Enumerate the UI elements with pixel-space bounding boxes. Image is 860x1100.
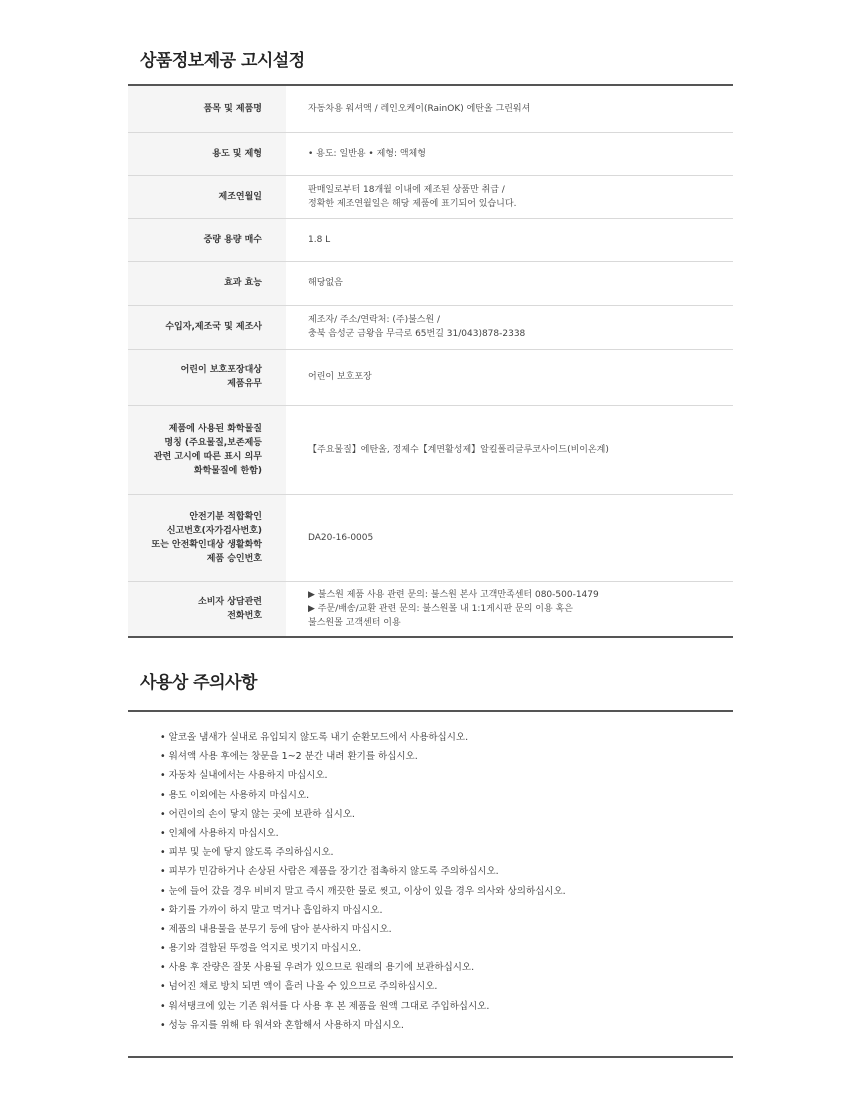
list-item: • 알코올 냄새가 실내로 유입되지 않도록 내기 순환모드에서 사용하십시오. bbox=[160, 728, 566, 747]
row-value: ▶ 불스원 제품 사용 관련 문의: 불스원 본사 고객만족센터 080-500-1479 ▶ 주문/배송/교환 관련 문의: 불스원몰 내 1:1게시판 문의 이용 혹은 불스원몰 고객센터 이용 bbox=[308, 589, 599, 628]
list-item: • 성능 유지를 위해 타 워셔와 혼합해서 사용하지 마십시오. bbox=[160, 1016, 566, 1035]
row-value: • 용도: 일반용 • 제형: 액체형 bbox=[286, 132, 733, 175]
table-row bbox=[128, 132, 733, 175]
table-row bbox=[128, 175, 733, 218]
row-value: 자동차용 워셔액 / 레인오케이(RainOK) 에탄올 그린워셔 bbox=[286, 85, 733, 132]
row-label: 수입자,제조국 및 제조사 bbox=[128, 305, 286, 349]
row-value: DA20-16-0005 bbox=[286, 494, 733, 581]
table-row bbox=[128, 581, 733, 637]
section-divider bbox=[128, 1056, 733, 1058]
list-item: • 눈에 들어 갔을 경우 비비지 말고 즉시 깨끗한 물로 씻고, 이상이 있을 경우 의사와 상의하십시오. bbox=[160, 882, 566, 901]
table-row bbox=[128, 494, 733, 581]
section-divider bbox=[128, 710, 733, 712]
row-value: 1.8 L bbox=[286, 218, 733, 261]
list-item: • 제품의 내용물을 분무기 등에 담아 분사하지 마십시오. bbox=[160, 920, 566, 939]
row-label: 용도 및 제형 bbox=[128, 132, 286, 175]
row-value: 판매일로부터 18개월 이내에 제조된 상품만 취급 / 정확한 제조연월일은 해당 제품에 표기되어 있습니다. bbox=[286, 175, 733, 218]
list-item: • 어린이의 손이 닿지 않는 곳에 보관하 십시오. bbox=[160, 805, 566, 824]
list-item: • 피부 및 눈에 닿지 않도록 주의하십시오. bbox=[160, 843, 566, 862]
table-row bbox=[128, 218, 733, 261]
table-row bbox=[128, 349, 733, 405]
row-label: 품목 및 제품명 bbox=[128, 85, 286, 132]
row-value: 【주요물질】에탄올, 정제수【계면활성제】알킬폴리글루코사이드(비이온계) bbox=[286, 405, 733, 494]
product-info-title: 상품정보제공 고시설정 bbox=[140, 51, 305, 71]
row-label: 중량 용량 매수 bbox=[128, 218, 286, 261]
list-item: • 사용 후 잔량은 잘못 사용될 우려가 있으므로 원래의 용기에 보관하십시오. bbox=[160, 958, 566, 977]
row-label: 안전기분 적합확인 신고번호(자가검사번호) 또는 안전확인대상 생활화학 제품 승인번호 bbox=[128, 494, 286, 581]
row-label: 제조연월일 bbox=[128, 175, 286, 218]
list-item: • 화기를 가까이 하지 말고 먹거나 흡입하지 마십시오. bbox=[160, 901, 566, 920]
table-row bbox=[128, 405, 733, 494]
row-label: 효과 효능 bbox=[128, 261, 286, 305]
row-value: 해당없음 bbox=[286, 261, 733, 305]
list-item: • 워셔탱크에 있는 기존 워셔를 다 사용 후 본 제품을 원액 그대로 주입하십시오. bbox=[160, 997, 566, 1016]
table-row bbox=[128, 305, 733, 349]
row-value: 어린이 보호포장 bbox=[286, 349, 733, 405]
list-item: • 자동차 실내에서는 사용하지 마십시오. bbox=[160, 766, 566, 785]
usage-caution-title: 사용상 주의사항 bbox=[140, 673, 257, 693]
list-item: • 워셔액 사용 후에는 창문을 1~2 분간 내려 환기를 하십시오. bbox=[160, 747, 566, 766]
list-item: • 용기와 결합된 뚜껑을 억지로 벗기지 마십시오. bbox=[160, 939, 566, 958]
row-label: 소비자 상담관련 전화번호 bbox=[128, 581, 286, 637]
row-value: 제조자/ 주소/연락처: (주)불스원 / 충북 음성군 금왕읍 무극로 65번길 31/043)878-2338 bbox=[286, 305, 733, 349]
list-item: • 인체에 사용하지 마십시오. bbox=[160, 824, 566, 843]
list-item: • 넘어진 채로 방치 되면 액이 흘러 나올 수 있으므로 주의하십시오. bbox=[160, 977, 566, 996]
row-label: 어린이 보호포장대상 제품유무 bbox=[128, 349, 286, 405]
list-item: • 용도 이외에는 사용하지 마십시오. bbox=[160, 786, 566, 805]
table-row bbox=[128, 261, 733, 305]
row-label: 제품에 사용된 화학물질 명칭 (주요물질,보존제등 관련 고시에 따른 표시 의무 화학물질에 한함) bbox=[128, 405, 286, 494]
table-row bbox=[128, 85, 733, 132]
list-item: • 피부가 민감하거나 손상된 사람은 제품을 장기간 접촉하지 않도록 주의하십시오. bbox=[160, 862, 566, 881]
product-info-table bbox=[128, 84, 733, 638]
caution-list bbox=[160, 728, 566, 1035]
